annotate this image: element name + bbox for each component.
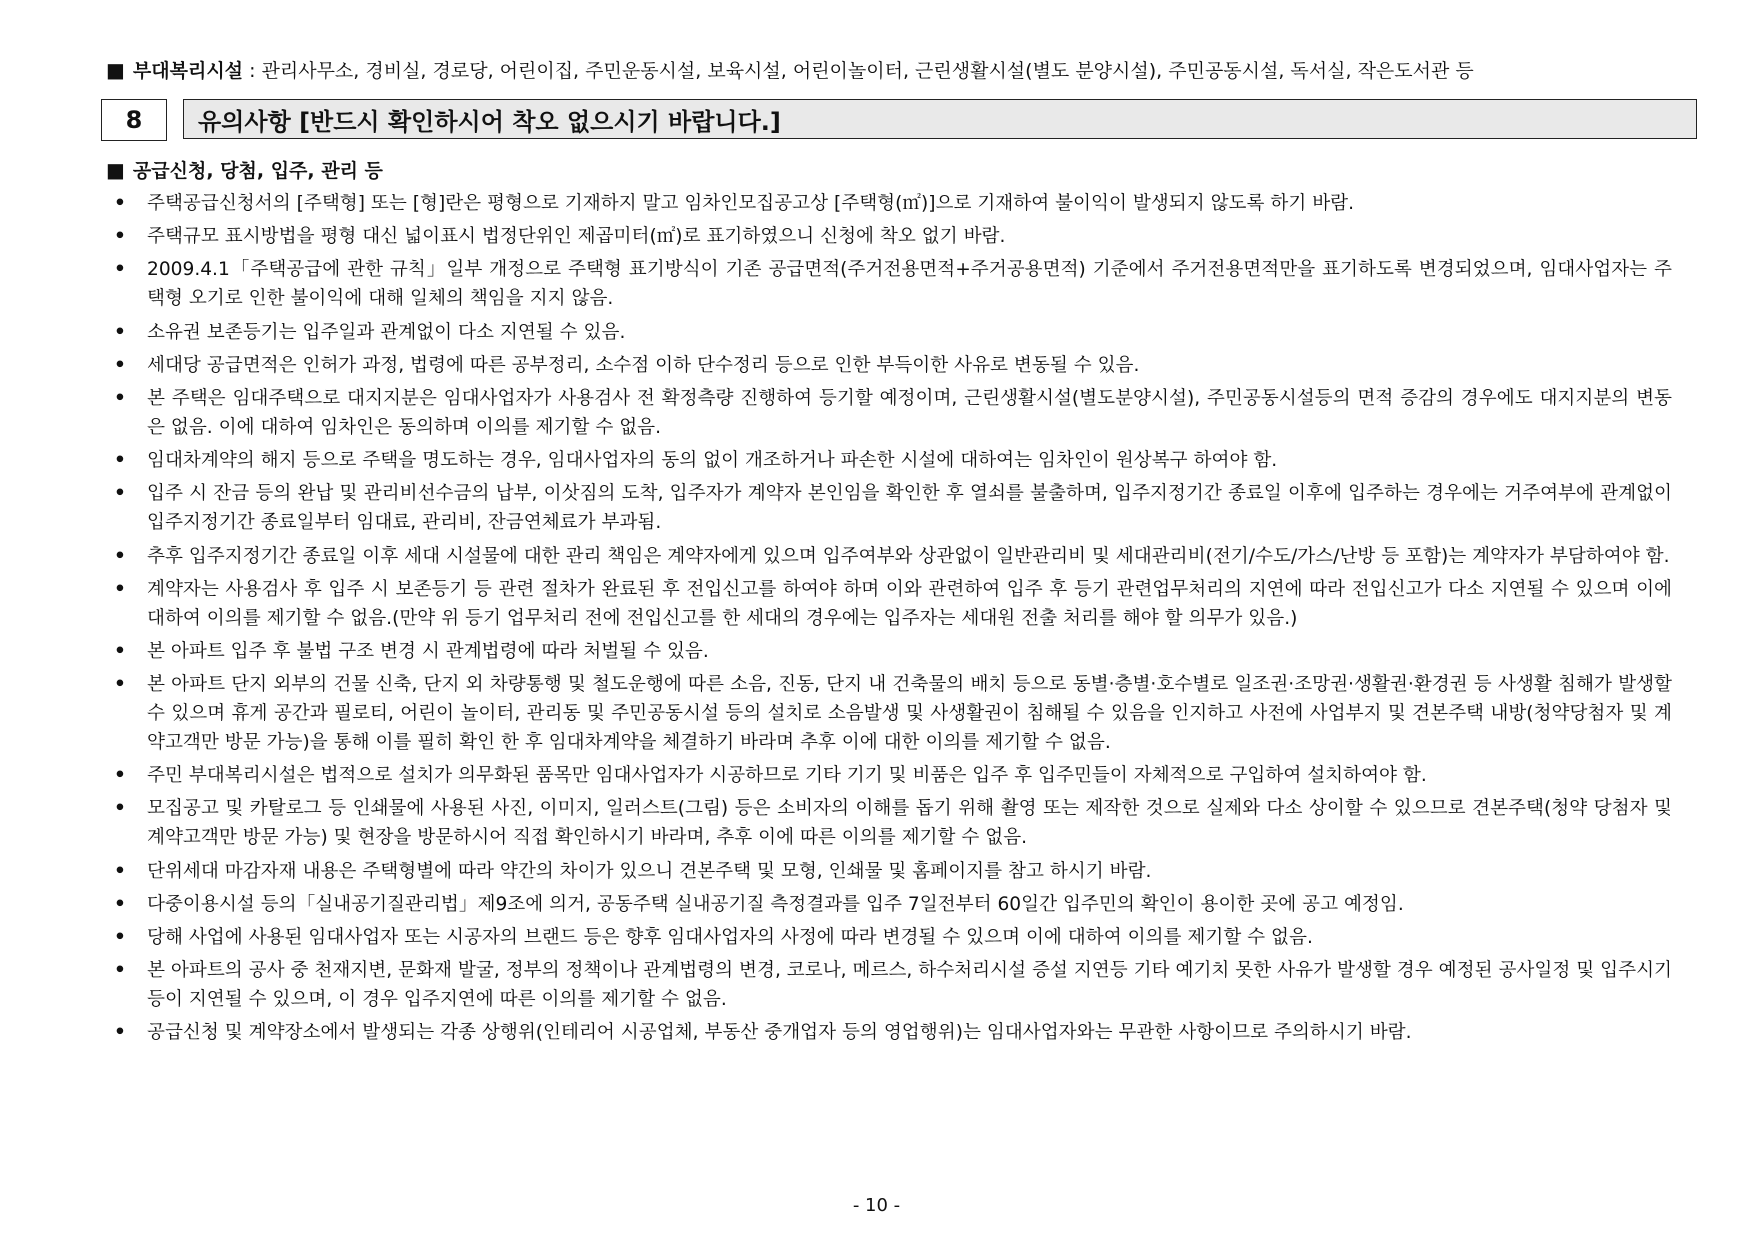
- list-item: [112, 761, 1672, 790]
- list-item-text: 본 아파트 단지 외부의 건물 신축, 단지 외 차량통행 및 철도운행에 따른 소음, 진동, 단지 내 건축물의 배치 등으로 동별·층별·호수별로 일조권·조망권·생활권·환경권 등 사생활 침해가 발생할 수 있으며 휴게 공간과 필로티, 어린이 놀이터, 관리동 및 주민공동시설 등의 설치로 소음발생 및 사생활권이 침해될 수 있음을 인지하고 사전에 사업부지 및 견본주택 내방(청약당첨자 및 계약고객만 방문 가능)을 통해 이를 필히 확인 한 후 임대차계약을 체결하기 바라며 추후 이에 대한 이의를 제기할 수 없음.: [147, 674, 1672, 754]
- list-item-text: 본 주택은 임대주택으로 대지지분은 임대사업자가 사용검사 전 확정측량 진행하여 등기할 예정이며, 근린생활시설(별도분양시설), 주민공동시설등의 면적 증감의 경우에도 대지지분의 변동은 없음. 이에 대하여 임차인은 동의하며 이의를 제기할 수 없음.: [147, 387, 1672, 438]
- bullet-icon: •: [114, 387, 126, 409]
- list-item-text: 추후 입주지정기간 종료일 이후 세대 시설물에 대한 관리 책임은 계약자에게 있으며 입주여부와 상관없이 일반관리비 및 세대관리비(전기/수도/가스/난방 등 포함)는 계약자가 부담하여야 함.: [147, 545, 1670, 567]
- list-item-text: 본 아파트 입주 후 불법 구조 변경 시 관계법령에 따라 처벌될 수 있음.: [147, 640, 709, 662]
- list-item: [112, 857, 1672, 886]
- bullet-icon: •: [114, 450, 126, 472]
- list-item: [112, 222, 1672, 251]
- list-item: [112, 318, 1672, 347]
- list-item-text: 계약자는 사용검사 후 입주 시 보존등기 등 관련 절차가 완료된 후 전입신고를 하여야 하며 이와 관련하여 입주 후 등기 관련업무처리의 지연에 따라 전입신고가 다소 지연될 수 있으며 이에 대하여 이의를 제기할 수 없음.(만약 위 등기 업무처리 전에 전입신고를 한 세대의 경우에는 입주자는 세대원 전출 처리를 해야 할 의무가 있음.): [147, 578, 1672, 629]
- list-item-text: 공급신청 및 계약장소에서 발생되는 각종 상행위(인테리어 시공업체, 부동산 중개업자 등의 영업행위)는 임대사업자와는 무관한 사항이므로 주의하시기 바람.: [147, 1022, 1412, 1044]
- list-item: [112, 575, 1672, 633]
- list-item-text: 단위세대 마감자재 내용은 주택형별에 따라 약간의 차이가 있으니 견본주택 및 모형, 인쇄물 및 홈페이지를 참고 하시기 바람.: [147, 860, 1152, 882]
- black-square-icon: ■: [106, 58, 125, 82]
- list-item-text: 다중이용시설 등의「실내공기질관리법」제9조에 의거, 공동주택 실내공기질 측정결과를 입주 7일전부터 60일간 입주민의 확인이 용이한 곳에 공고 예정임.: [147, 893, 1404, 915]
- section-title: [183, 99, 1697, 139]
- list-item: [112, 446, 1672, 475]
- list-item-text: 주택공급신청서의 [주택형] 또는 [형]란은 평형으로 기재하지 말고 임차인모집공고상 [주택형(㎡)]으로 기재하여 불이익이 발생되지 않도록 하기 바람.: [147, 193, 1355, 214]
- bullet-icon: •: [114, 226, 126, 248]
- bullet-icon: •: [114, 674, 126, 696]
- facilities-line: [106, 56, 1706, 85]
- bullet-icon: •: [114, 860, 126, 882]
- bullet-icon: •: [114, 765, 126, 787]
- list-item: [112, 542, 1672, 571]
- list-item-text: 본 아파트의 공사 중 천재지변, 문화재 발굴, 정부의 정책이나 관계법령의 변경, 코로나, 메르스, 하수처리시설 증설 지연등 기타 예기치 못한 사유가 발생할 경우 예정된 공사일정 및 입주시기 등이 지연될 수 있으며, 이 경우 입주지연에 따른 이의를 제기할 수 없음.: [147, 960, 1672, 1011]
- list-item-text: 주택규모 표시방법을 평형 대신 넓이표시 법정단위인 제곱미터(㎡)로 표기하였으니 신청에 착오 없기 바람.: [147, 226, 1006, 248]
- page-number: - 10 -: [852, 1195, 901, 1216]
- section-number: 8: [101, 99, 167, 141]
- facilities-text: : 관리사무소, 경비실, 경로당, 어린이집, 주민운동시설, 보육시설, 어린이놀이터, 근린생활시설(별도 분양시설), 주민공동시설, 독서실, 작은도서관 등: [243, 60, 1474, 82]
- bullet-icon: •: [114, 321, 126, 343]
- section-heading: [101, 99, 1698, 141]
- list-item: [112, 956, 1672, 1014]
- bullet-icon: •: [114, 193, 126, 214]
- list-item: [112, 637, 1672, 666]
- bullet-icon: •: [114, 960, 126, 982]
- bullet-icon: •: [114, 545, 126, 567]
- list-item-text: 모집공고 및 카탈로그 등 인쇄물에 사용된 사진, 이미지, 일러스트(그림) 등은 소비자의 이해를 돕기 위해 촬영 또는 제작한 것으로 실제와 다소 상이할 수 있으므로 견본주택(청약 당첨자 및 계약고객만 방문 가능) 및 현장을 방문하시어 직접 확인하시기 바라며, 추후 이에 따른 이의를 제기할 수 없음.: [147, 798, 1672, 849]
- bullet-icon: •: [114, 259, 126, 281]
- list-item: [112, 479, 1672, 537]
- bullet-icon: •: [114, 354, 126, 376]
- list-item-text: 당해 사업에 사용된 임대사업자 또는 시공자의 브랜드 등은 향후 임대사업자의 사정에 따라 변경될 수 있으며 이에 대하여 이의를 제기할 수 없음.: [147, 927, 1313, 948]
- bullet-icon: •: [114, 640, 126, 662]
- list-item-text: 세대당 공급면적은 인허가 과정, 법령에 따른 공부정리, 소수점 이하 단수정리 등으로 인한 부득이한 사유로 변동될 수 있음.: [147, 354, 1140, 376]
- list-item: [112, 923, 1672, 952]
- list-item: [112, 351, 1672, 380]
- bullet-icon: •: [114, 798, 126, 820]
- subsection-title: 공급신청, 당첨, 입주, 관리 등: [132, 160, 383, 182]
- list-item: [112, 384, 1672, 442]
- list-item: [112, 794, 1672, 852]
- list-item: [112, 255, 1672, 313]
- bullet-icon: •: [114, 927, 126, 948]
- list-item: [112, 189, 1672, 218]
- list-item-text: 입주 시 잔금 등의 완납 및 관리비선수금의 납부, 이삿짐의 도착, 입주자가 계약자 본인임을 확인한 후 열쇠를 불출하며, 입주지정기간 종료일 이후에 입주하는 경우에는 거주여부에 관계없이 입주지정기간 종료일부터 임대료, 관리비, 잔금연체료가 부과됨.: [147, 483, 1672, 534]
- facilities-label: 부대복리시설: [132, 60, 244, 82]
- subsection-heading: [106, 156, 383, 185]
- black-square-icon: ■: [106, 158, 125, 182]
- notice-list: [112, 189, 1672, 1052]
- bullet-icon: •: [114, 1022, 126, 1044]
- section-title-text: 유의사항 [반드시 확인하시어 착오 없으시기 바랍니다.]: [198, 107, 781, 136]
- bullet-icon: •: [114, 893, 126, 915]
- bullet-icon: •: [114, 578, 126, 600]
- list-item-text: 2009.4.1「주택공급에 관한 규칙」일부 개정으로 주택형 표기방식이 기존 공급면적(주거전용면적+주거공용면적) 기준에서 주거전용면적만을 표기하도록 변경되었으며, 임대사업자는 주택형 오기로 인한 불이익에 대해 일체의 책임을 지지 않음.: [147, 259, 1672, 310]
- list-item-text: 주민 부대복리시설은 법적으로 설치가 의무화된 품목만 임대사업자가 시공하므로 기타 기기 및 비품은 입주 후 입주민들이 자체적으로 구입하여 설치하여야 함.: [147, 765, 1427, 787]
- list-item: [112, 890, 1672, 919]
- list-item-text: 임대차계약의 해지 등으로 주택을 명도하는 경우, 임대사업자의 동의 없이 개조하거나 파손한 시설에 대하여는 임차인이 원상복구 하여야 함.: [147, 450, 1278, 472]
- list-item: [112, 670, 1672, 757]
- list-item: [112, 1018, 1672, 1047]
- bullet-icon: •: [114, 483, 126, 505]
- list-item-text: 소유권 보존등기는 입주일과 관계없이 다소 지연될 수 있음.: [147, 321, 626, 343]
